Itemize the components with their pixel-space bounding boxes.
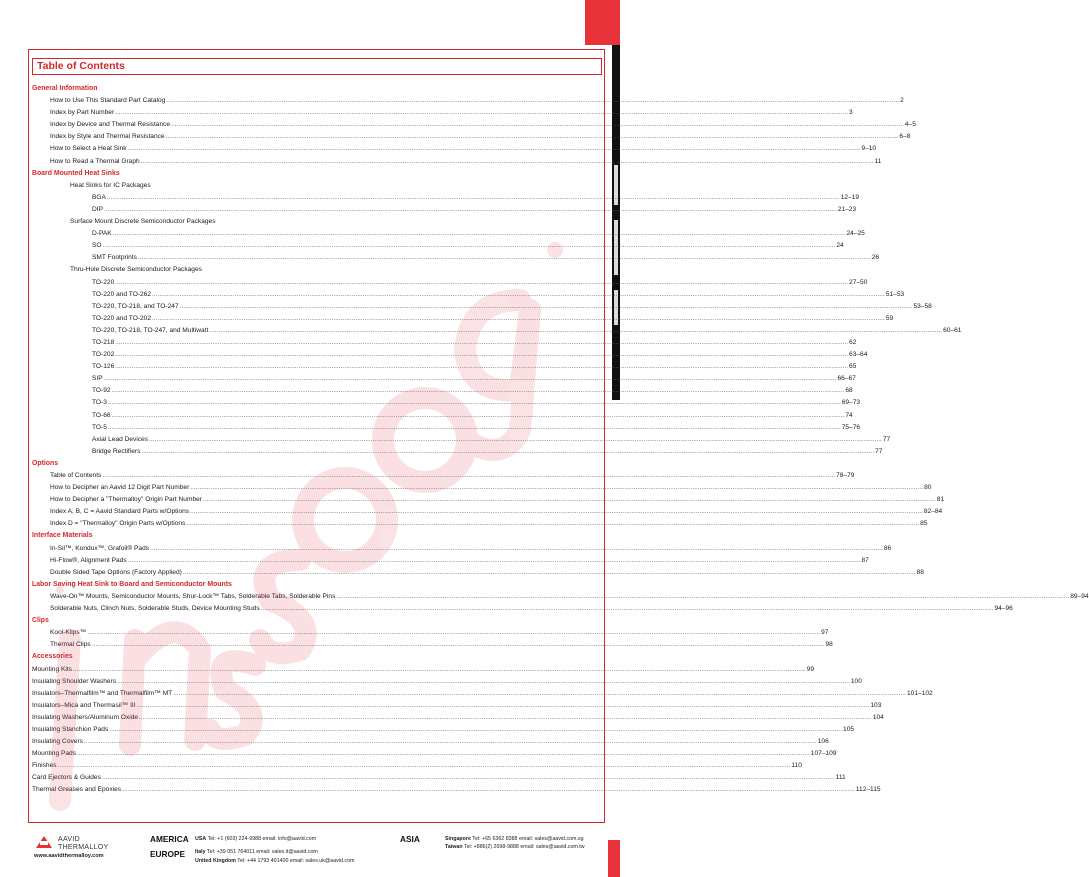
toc-entry-page: 51–53 [885, 290, 905, 298]
dot-leader: ................................................................................................................................................................................................................................................................................................................................................................................................................ [107, 399, 841, 407]
toc-entry[interactable] [32, 567, 924, 579]
toc-entry-page: 68 [845, 387, 853, 395]
toc-entry-page: 94–96 [994, 605, 1013, 613]
toc-entry-title: TO-5 [92, 423, 107, 431]
toc-entry-page: 11 [874, 157, 882, 165]
toc-entry-title: Axial Lead Devices [92, 435, 149, 443]
dot-leader: ................................................................................................................................................................................................................................................................................................................................................................................................................ [109, 725, 843, 733]
toc-entry-title: How to Select a Heat Sink [50, 145, 127, 153]
toc-subheading: Surface Mount Discrete Semiconductor Packages [70, 218, 216, 226]
toc-entry-page: 97 [821, 629, 829, 637]
toc-entry-title: SO [92, 242, 102, 250]
toc-entry-page: 3 [848, 109, 853, 117]
toc-entry-page: 87 [861, 556, 869, 564]
dot-leader: ................................................................................................................................................................................................................................................................................................................................................................................................................ [141, 447, 875, 455]
toc-entry-page: 27–50 [849, 278, 868, 286]
toc-section-heading: Options [32, 459, 59, 467]
toc-entry[interactable] [32, 772, 846, 784]
toc-entry[interactable] [32, 95, 904, 107]
dot-leader: ................................................................................................................................................................................................................................................................................................................................................................................................................ [112, 230, 846, 238]
dot-leader: ................................................................................................................................................................................................................................................................................................................................................................................................................ [203, 496, 936, 504]
dot-leader: ................................................................................................................................................................................................................................................................................................................................................................................................................ [107, 423, 841, 431]
toc-entry[interactable] [32, 784, 881, 796]
toc-entry[interactable] [32, 482, 932, 494]
dot-leader: ................................................................................................................................................................................................................................................................................................................................................................................................................ [91, 641, 825, 649]
toc-entry-title: Double Sided Tape Options (Factory Applied) [50, 568, 182, 576]
dot-leader: ................................................................................................................................................................................................................................................................................................................................................................................................................ [115, 351, 849, 359]
dot-leader: ................................................................................................................................................................................................................................................................................................................................................................................................................ [72, 665, 806, 673]
toc-entry-title: How to Read a Thermal Graph [50, 157, 140, 165]
toc-entry-title: Insulating Covers [32, 738, 83, 746]
toc-entry-title: TO-220, TO-218, TO-247, and Multiwatt [92, 326, 209, 334]
toc-entry-title: Card Ejectors & Guides [32, 774, 101, 782]
table-of-contents [32, 83, 1089, 797]
toc-entry-title: Kool-Klips™ [50, 629, 87, 637]
dot-leader: ................................................................................................................................................................................................................................................................................................................................................................................................................ [115, 278, 849, 286]
toc-entry-title: D-PAK [92, 230, 112, 238]
toc-entry-title: Index by Style and Thermal Resistance [50, 133, 165, 141]
toc-entry-page: 77 [875, 447, 883, 455]
toc-entry-title: Insulating Stanchion Pads [32, 725, 109, 733]
toc-entry-page: 99 [806, 665, 815, 673]
dot-leader: ................................................................................................................................................................................................................................................................................................................................................................................................................ [102, 242, 836, 250]
toc-entry-title: Insulating Washers/Aluminum Oxide [32, 713, 139, 721]
toc-entry-page: 53–58 [913, 302, 932, 310]
toc-entry-title: Mounting Pads [32, 750, 76, 758]
dot-leader: ................................................................................................................................................................................................................................................................................................................................................................................................................ [57, 762, 791, 770]
dot-leader: ................................................................................................................................................................................................................................................................................................................................................................................................................ [111, 387, 845, 395]
toc-entry-title: BGA [92, 193, 106, 201]
contact-uk: United Kingdom Tel: +44 1793 401400 email: sales.uk@aavid.com [195, 858, 355, 864]
toc-entry[interactable] [32, 470, 855, 482]
toc-entry-title: SIP [92, 375, 103, 383]
dot-leader: ................................................................................................................................................................................................................................................................................................................................................................................................................ [139, 713, 872, 721]
website-link[interactable]: www.aavidthermalloy.com [34, 853, 104, 859]
toc-entry[interactable] [32, 664, 815, 676]
toc-entry-page: 6–8 [899, 133, 911, 141]
toc-entry-title: Thermal Greases and Epoxies [32, 786, 122, 794]
toc-entry-title: TO-126 [92, 363, 115, 371]
region-europe: EUROPE [150, 849, 186, 859]
toc-entry-page: 107–109 [810, 750, 837, 758]
toc-entry-title: DIP [92, 205, 103, 213]
toc-entry[interactable] [32, 748, 837, 760]
dot-leader: ................................................................................................................................................................................................................................................................................................................................................................................................................ [140, 157, 874, 165]
dot-leader: ................................................................................................................................................................................................................................................................................................................................................................................................................ [336, 592, 1070, 600]
toc-entry-page: 60–61 [943, 326, 962, 334]
dot-leader: ................................................................................................................................................................................................................................................................................................................................................................................................................ [190, 508, 923, 516]
page-header [32, 58, 602, 75]
toc-entry-page: 104 [872, 713, 884, 721]
toc-entry[interactable] [32, 228, 865, 240]
dot-leader: ................................................................................................................................................................................................................................................................................................................................................................................................................ [152, 290, 885, 298]
toc-entry-title: TO-202 [92, 351, 115, 359]
dot-leader: ................................................................................................................................................................................................................................................................................................................................................................................................................ [103, 375, 837, 383]
dot-leader: ................................................................................................................................................................................................................................................................................................................................................................................................................ [173, 689, 907, 697]
dot-leader: ................................................................................................................................................................................................................................................................................................................................................................................................................ [136, 701, 870, 709]
toc-entry[interactable] [32, 494, 945, 506]
toc-entry[interactable] [32, 410, 853, 422]
toc-entry-title: Insulating Shoulder Washers [32, 677, 117, 685]
toc-entry[interactable] [32, 422, 861, 434]
toc-section-heading: General Information [32, 85, 98, 92]
dot-leader: ................................................................................................................................................................................................................................................................................................................................................................................................................ [150, 544, 883, 552]
toc-section-heading: Clips [32, 617, 49, 625]
toc-entry-page: 65 [849, 363, 857, 371]
toc-entry[interactable] [32, 204, 857, 216]
toc-entry-title: In-Sil™, Kondux™, Grafoil® Pads [50, 544, 150, 552]
toc-entry-title: Thermal Clips [50, 641, 91, 649]
toc-entry-title: TO-220, TO-218, and TO-247 [92, 302, 179, 310]
toc-entry[interactable] [32, 107, 853, 119]
toc-entry-page: 59 [885, 314, 894, 322]
toc-entry[interactable] [32, 446, 883, 458]
toc-entry-title: TO-218 [92, 338, 115, 346]
toc-entry-title: TO-220 and TO-202 [92, 314, 152, 322]
toc-entry-title: Insulators–Mica and Thermasil™ III [32, 701, 136, 709]
page-title: Table of Contents [37, 60, 125, 72]
toc-entry-page: 24–25 [846, 230, 865, 238]
page-footer [0, 828, 620, 877]
dot-leader: ................................................................................................................................................................................................................................................................................................................................................................................................................ [115, 363, 849, 371]
toc-entry-page: 21–23 [837, 205, 857, 213]
toc-entry[interactable] [32, 603, 1013, 615]
toc-entry-page: 86 [883, 544, 892, 552]
dot-leader: ................................................................................................................................................................................................................................................................................................................................................................................................................ [186, 520, 920, 528]
toc-entry-title: How to Use This Standard Part Catalog [50, 97, 166, 105]
dot-leader: ................................................................................................................................................................................................................................................................................................................................................................................................................ [149, 435, 882, 443]
contact-taiwan: Taiwan Tel: +886(2) 2698-9888 email: sales@aavid.com.tw [445, 844, 585, 850]
toc-section-heading: Accessories [32, 653, 73, 661]
dot-leader: ................................................................................................................................................................................................................................................................................................................................................................................................................ [127, 145, 861, 153]
dot-leader: ................................................................................................................................................................................................................................................................................................................................................................................................................ [260, 605, 994, 613]
dot-leader: ................................................................................................................................................................................................................................................................................................................................................................................................................ [152, 314, 885, 322]
toc-entry-page: 89–94 [1070, 592, 1089, 600]
toc-entry-page: 105 [843, 725, 855, 733]
toc-entry[interactable] [32, 506, 943, 518]
contact-usa: USA Tel: +1 (603) 224-9988 email: info@aavid.com [195, 836, 317, 842]
toc-entry-title: TO-3 [92, 399, 107, 407]
dot-leader: ................................................................................................................................................................................................................................................................................................................................................................................................................ [171, 121, 904, 129]
toc-entry-title: TO-220 [92, 278, 115, 286]
toc-entry[interactable] [32, 252, 880, 264]
toc-entry[interactable] [32, 325, 962, 337]
toc-entry[interactable] [32, 119, 916, 131]
toc-entry-page: 112–115 [855, 786, 881, 794]
dot-leader: ................................................................................................................................................................................................................................................................................................................................................................................................................ [179, 302, 913, 310]
toc-entry[interactable] [32, 434, 891, 446]
toc-entry-page: 63–64 [849, 351, 868, 359]
toc-entry-page: 82–84 [923, 508, 943, 516]
toc-entry-page: 12–19 [840, 193, 860, 201]
toc-entry[interactable] [32, 627, 829, 639]
dot-leader: ................................................................................................................................................................................................................................................................................................................................................................................................................ [166, 97, 900, 105]
dot-leader: ................................................................................................................................................................................................................................................................................................................................................................................................................ [111, 411, 845, 419]
toc-entry[interactable] [32, 373, 856, 385]
toc-entry[interactable] [32, 543, 892, 555]
toc-entry-title: Index by Part Number [50, 109, 115, 117]
toc-entry-page: 111 [835, 774, 846, 782]
toc-entry[interactable] [32, 518, 928, 530]
toc-entry[interactable] [32, 676, 862, 688]
toc-subheading: Heat Sinks for IC Packages [70, 181, 151, 189]
toc-entry-title: How to Decipher a "Thermalloy" Origin Part Number [50, 496, 202, 504]
dot-leader: ................................................................................................................................................................................................................................................................................................................................................................................................................ [117, 677, 850, 685]
dot-leader: ................................................................................................................................................................................................................................................................................................................................................................................................................ [83, 738, 817, 746]
toc-entry-page: 88 [916, 568, 924, 576]
dot-leader: ................................................................................................................................................................................................................................................................................................................................................................................................................ [115, 109, 848, 117]
toc-entry-title: Index by Device and Thermal Resistance [50, 121, 171, 129]
toc-entry-page: 80 [924, 484, 932, 492]
toc-entry-title: Solderable Nuts, Clinch Nuts, Solderable Studs, Device Mounting Studs [50, 605, 260, 613]
toc-entry[interactable] [32, 688, 933, 700]
toc-entry[interactable] [32, 700, 882, 712]
toc-entry-title: TO-66 [92, 411, 111, 419]
toc-entry-page: 74 [845, 411, 853, 419]
dot-leader: ................................................................................................................................................................................................................................................................................................................................................................................................................ [190, 484, 924, 492]
toc-entry[interactable] [32, 361, 857, 373]
dot-leader: ................................................................................................................................................................................................................................................................................................................................................................................................................ [115, 338, 849, 346]
toc-entry-page: 62 [849, 338, 857, 346]
toc-entry-title: Hi-Flow®, Alignment Pads [50, 556, 127, 564]
toc-entry[interactable] [32, 131, 911, 143]
region-asia: ASIA [400, 834, 420, 844]
toc-entry-page: 66–67 [837, 375, 856, 383]
toc-entry-title: Bridge Rectifiers [92, 447, 141, 455]
toc-entry-page: 77 [882, 435, 891, 443]
toc-entry[interactable] [32, 724, 855, 736]
toc-entry-page: 69–73 [841, 399, 861, 407]
toc-entry[interactable] [32, 277, 868, 289]
toc-entry[interactable] [32, 156, 882, 168]
corner-tab-top [585, 0, 620, 45]
toc-entry-title: Mounting Kits [32, 665, 72, 673]
toc-entry[interactable] [32, 712, 884, 724]
toc-entry[interactable] [32, 639, 833, 651]
toc-entry-title: Index D = "Thermalloy" Origin Parts w/Options [50, 520, 186, 528]
toc-entry-page: 106 [817, 738, 829, 746]
toc-entry-page: 9–10 [861, 145, 877, 153]
toc-entry-title: SMT Footprints [92, 254, 137, 262]
toc-entry-page: 100 [850, 677, 862, 685]
toc-entry[interactable] [32, 289, 905, 301]
toc-entry[interactable] [32, 736, 829, 748]
dot-leader: ................................................................................................................................................................................................................................................................................................................................................................................................................ [137, 254, 871, 262]
toc-entry[interactable] [32, 385, 853, 397]
toc-entry-page: 26 [871, 254, 880, 262]
dot-leader: ................................................................................................................................................................................................................................................................................................................................................................................................................ [106, 193, 840, 201]
toc-entry-page: 110 [791, 762, 802, 770]
toc-entry-page: 78–79 [836, 472, 855, 479]
toc-entry[interactable] [32, 192, 860, 204]
toc-entry-page: 75–76 [841, 423, 861, 431]
toc-entry-title: Wave-On™ Mounts, Semiconductor Mounts, Shur-Lock™ Tabs, Solderable Tabs, Solderable Pins [50, 592, 336, 600]
toc-entry-title: Finishes [32, 762, 57, 770]
dot-leader: ................................................................................................................................................................................................................................................................................................................................................................................................................ [87, 629, 821, 637]
toc-entry[interactable] [32, 301, 932, 313]
logo-line-2: THERMALLOY [58, 844, 109, 851]
toc-entry[interactable] [32, 397, 861, 409]
dot-leader: ................................................................................................................................................................................................................................................................................................................................................................................................................ [77, 750, 810, 758]
toc-entry[interactable] [32, 240, 844, 252]
dot-leader: ................................................................................................................................................................................................................................................................................................................................................................................................................ [182, 568, 916, 576]
dot-leader: ................................................................................................................................................................................................................................................................................................................................................................................................................ [165, 133, 899, 141]
toc-entry-title: TO-220 and TO-262 [92, 290, 152, 298]
toc-entry[interactable] [32, 337, 857, 349]
toc-entry[interactable] [32, 143, 877, 155]
toc-entry-page: 103 [870, 701, 882, 709]
toc-section-heading: Interface Materials [32, 532, 93, 540]
toc-entry[interactable] [32, 555, 869, 567]
toc-entry-page: 98 [825, 641, 833, 649]
toc-entry-page: 85 [920, 520, 928, 528]
toc-entry-page: 24 [836, 242, 844, 250]
dot-leader: ................................................................................................................................................................................................................................................................................................................................................................................................................ [102, 472, 836, 479]
toc-entry-title: Index A, B, C = Aavid Standard Parts w/Options [50, 508, 190, 516]
toc-entry-page: 4–5 [904, 121, 916, 129]
dot-leader: ................................................................................................................................................................................................................................................................................................................................................................................................................ [127, 556, 861, 564]
toc-entry-title: Table of Contents [50, 472, 102, 479]
toc-entry[interactable] [32, 313, 894, 325]
dot-leader: ................................................................................................................................................................................................................................................................................................................................................................................................................ [104, 205, 837, 213]
toc-entry-title: TO-92 [92, 387, 111, 395]
logo-line-1: AAVID [58, 836, 80, 843]
toc-subheading: Thru-Hole Discrete Semiconductor Packages [70, 266, 202, 274]
dot-leader: ................................................................................................................................................................................................................................................................................................................................................................................................................ [209, 326, 943, 334]
dot-leader: ................................................................................................................................................................................................................................................................................................................................................................................................................ [101, 774, 835, 782]
toc-entry[interactable] [32, 591, 1089, 603]
contact-singapore: Singapore Tel: +65 6362 8388 email: sales@aavid.com.sg [445, 836, 584, 842]
toc-entry-page: 2 [900, 97, 904, 105]
logo-triangle-icon [36, 836, 52, 848]
toc-entry-title: How to Decipher an Aavid 12 Digit Part Number [50, 484, 190, 492]
toc-entry-page: 81 [936, 496, 945, 504]
region-america: AMERICA [150, 834, 189, 844]
toc-entry[interactable] [32, 760, 802, 772]
toc-entry-page: 101–102 [907, 689, 933, 697]
dot-leader: ................................................................................................................................................................................................................................................................................................................................................................................................................ [122, 786, 855, 794]
contact-italy: Italy Tel: +39 051 764011 email: sales.it@aavid.com [195, 849, 318, 855]
toc-entry-title: Insulators–Thermalfilm™ and Thermalfilm™ MT [32, 689, 173, 697]
toc-section-heading: Board Mounted Heat Sinks [32, 169, 120, 177]
toc-entry[interactable] [32, 349, 868, 361]
toc-section-heading: Labor Saving Heat Sink to Board and Semiconductor Mounts [32, 580, 232, 588]
